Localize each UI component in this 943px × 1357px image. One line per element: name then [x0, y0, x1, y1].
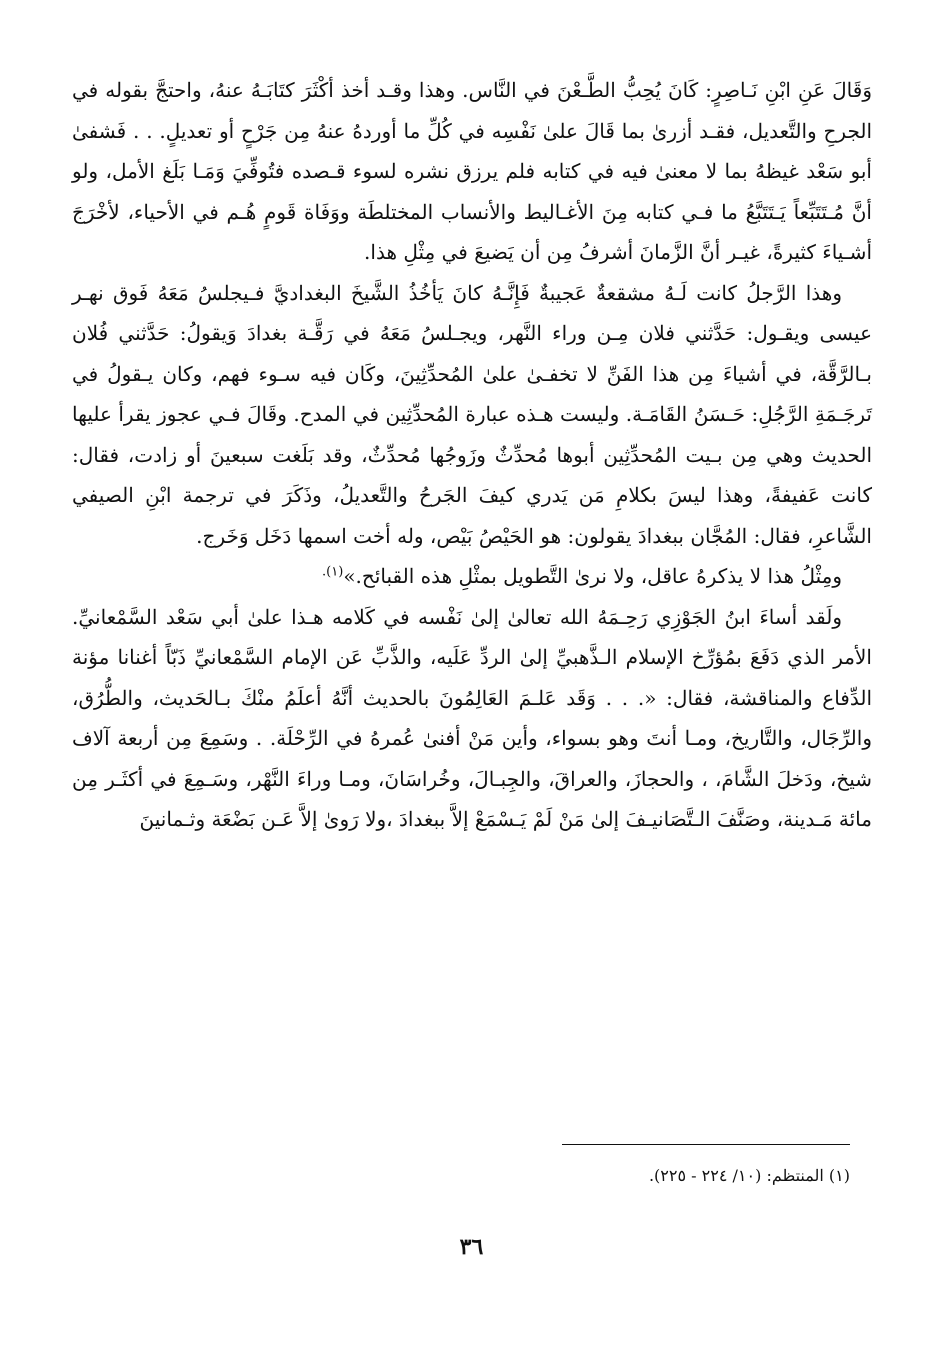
- footnote: (١) المنتظم: (١٠/ ٢٢٤ - ٢٢٥).: [648, 1166, 850, 1185]
- paragraph-2: [72, 273, 872, 557]
- paragraph-3-text: ومِثْلُ هذا لا يذكرهُ عاقل، ولا نرىٰ التَّطويل بمثْلِ هذه القبائح.»: [343, 564, 842, 588]
- footnote-divider: [562, 1144, 850, 1145]
- paragraph-3: [72, 556, 872, 597]
- body-text: [72, 70, 872, 840]
- paragraph-4-text: ولَقد أساءَ ابنُ الجَوْزِي رَحِـمَهُ الله تعالىٰ إلىٰ نَفْسه في كَلامه هـذا علىٰ أبي سَعْد السَّمْعانيِّ. الأمر الذي دَفَعَ بمُؤرِّخ الإسلام الـذَّهبيِّ إلىٰ الردِّ عَلَيه، والذَّبِّ عَن الإمام السَّمْعانيِّ ذَبّاً أغنانا مؤنة الدِّفاع والمناقشة، فقال: «. . . وَقَد عَلـمَ العَالِمُونَ بالحديث أنَّهُ أعلَمُ منْكَ بـالحَديث، والطُّرُق، والرِّجَال، والتَّاريخ، ومـا أنتَ وهو بسواء، وأين مَنْ أفنىٰ عُمرهُ في الرِّحْلَة. . وسَمِعَ مِن أربعة آلاف شيخ، ودَخلَ الشَّامَ، ، والحجازَ، والعراقَ، والجِبـالَ، وخُراسَانَ، ومـا وراءَ النَّهْر، وسَـمِعَ في أكثَـر مِن مائة مَـدينة، وصَنَّفَ الـتَّصَانيـفَ إلىٰ مَنْ لَمْ يَـسْمَعْ إلاَّ ببغدادَ ،ولا رَوىٰ إلاَّ عَـن بَضْعَة وثـمانينَ: [72, 604, 872, 831]
- paragraph-2-text: وهذا الرَّجلُ كانت لَـهُ مشقعةٌ عَجيبةٌ فَإِنَّـهُ كانَ يَأخُذُ الشَّيخَ البغداديَّ فـيجلسُ مَعَهُ فَوق نهـر عيسى ويقـول: حَدَّثني فلان مِـن وراء النَّهر، ويجـلسُ مَعَهُ في رَقَّـة بغدادَ وَيقولُ: حَدَّثني فُلان بـالرَّقَّة، في أشياءَ مِن هذا الفَنِّ لا تخفـىٰ علىٰ المُحدِّثِينَ، وكَان فيه سـوء فهم، وكان يـقولُ في تَرجَـمَةِ الرَّجُلِ: حَـسَنُ القَامَـة. وليست هـذه عبارة المُحدِّثِين في المدح. وقَالَ فـي عجوز يقرأ عليها الحديث وهي مِن بـيت المُحدِّثِين أبوها مُحدِّثٌ وزَوجُها مُحدِّثٌ، وقد بَلَغت سبعينَ أو زادت، فقال: كانت عَفيفةً، وهذا ليسَ بكلامِ مَن يَدري كيفَ الجَرحُ والتَّعديلُ، وذَكَرَ في ترجمة ابْنِ الصيفي الشَّاعرِ، فقال: المُجَّان ببغدادَ يقولون: هو الحَيْصُ بَيْص، وله أخت اسمها دَخَل وَخَرج.: [72, 280, 872, 548]
- page-number: ٣٦: [459, 1234, 484, 1260]
- footnote-marker: (١).: [322, 564, 344, 580]
- paragraph-1: [72, 70, 872, 273]
- paragraph-4: [72, 597, 872, 840]
- paragraph-1-text: وَقَالَ عَنِ ابْنِ نَـاصِرٍ: كَانَ يُحِبُّ الطَّـعْنَ في النَّاس. وهذا وقـد أخذ أكْثَرَ كتَابَـهُ عنهُ، واحتجَّ بقوله في الجرحِ والتَّعديل، فقـد أزرىٰ بما قَالَ علىٰ نَفْسِه في كُلِّ ما أوردهُ عنهُ مِن جَرْحٍ أو تعديلٍ. . . فَشفىٰ أبو سَعْد غيظهُ بما لا معنىٰ فيه في كتابه فلم يرزق نشره لسوء قـصده فتُوفِّيَ وَمَـا بَلَغ الأمل، ولو أنَّ مُـتَتَبِّعاً يَـتَتَبَّعُ ما فـي كتابه مِنَ الأغـاليط والأنساب المختلطَة ووَفَاة قَومٍ هُـم في الأحياء، لأخْرَجَ أشـياءَ كثيرةً، غيـر أنَّ الزَّمانَ أشرفُ مِن أن يَضيعَ في مِثْلِ هذا.: [72, 78, 872, 264]
